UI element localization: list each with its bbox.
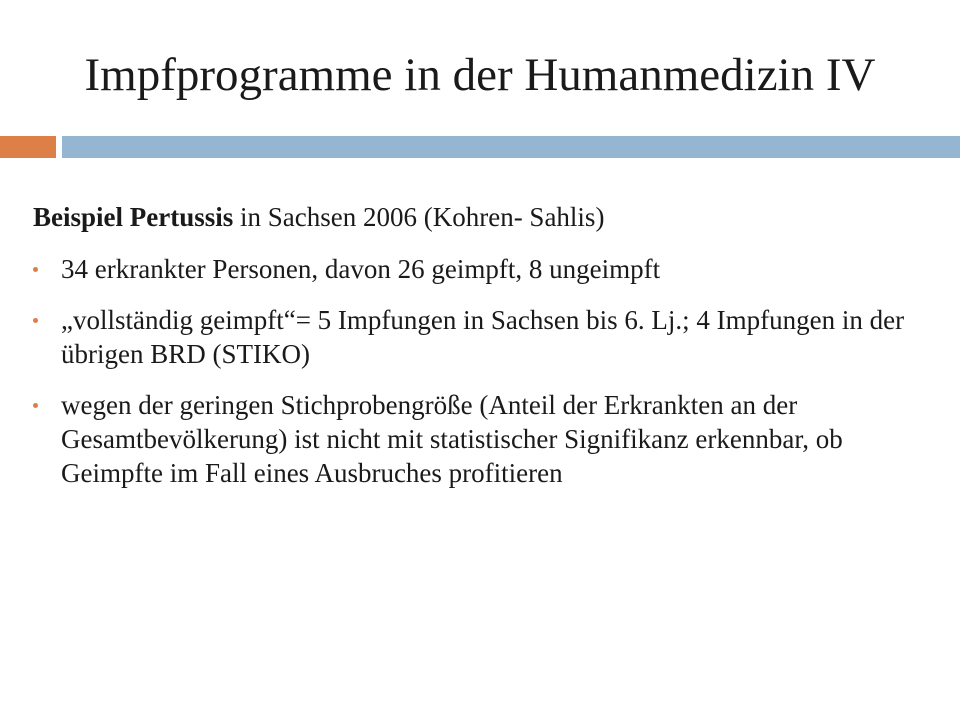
bullet-text: „vollständig geimpft“= 5 Impfungen in Sachsen bis 6. Lj.; 4 Impfungen in der übrigen BRD (STIKO): [61, 305, 905, 369]
slide-title: Impfprogramme in der Humanmedizin IV: [84, 49, 876, 101]
slide-content: [33, 200, 933, 507]
intro-line: [33, 200, 933, 234]
bullet-item: [33, 303, 933, 371]
bullet-dot-icon: [33, 403, 38, 408]
bullet-text: 34 erkrankter Personen, davon 26 geimpft, 8 ungeimpft: [61, 254, 661, 284]
intro-bold-text: Beispiel Pertussis: [33, 202, 234, 232]
bullet-list: [33, 252, 933, 490]
title-divider-orange: [0, 136, 56, 158]
bullet-dot-icon: [33, 267, 38, 272]
bullet-item: [33, 252, 933, 286]
bullet-text: wegen der geringen Stichprobengröße (Anteil der Erkrankten an der Gesamtbevölkerung) ist nicht mit statistischer Signifikanz erkennbar, ob Geimpfte im Fall eines Ausbruches profitieren: [61, 390, 843, 488]
intro-text: in Sachsen 2006 (Kohren- Sahlis): [233, 202, 605, 232]
bullet-item: [33, 388, 933, 490]
title-divider-blue: [62, 136, 960, 158]
bullet-dot-icon: [33, 318, 38, 323]
